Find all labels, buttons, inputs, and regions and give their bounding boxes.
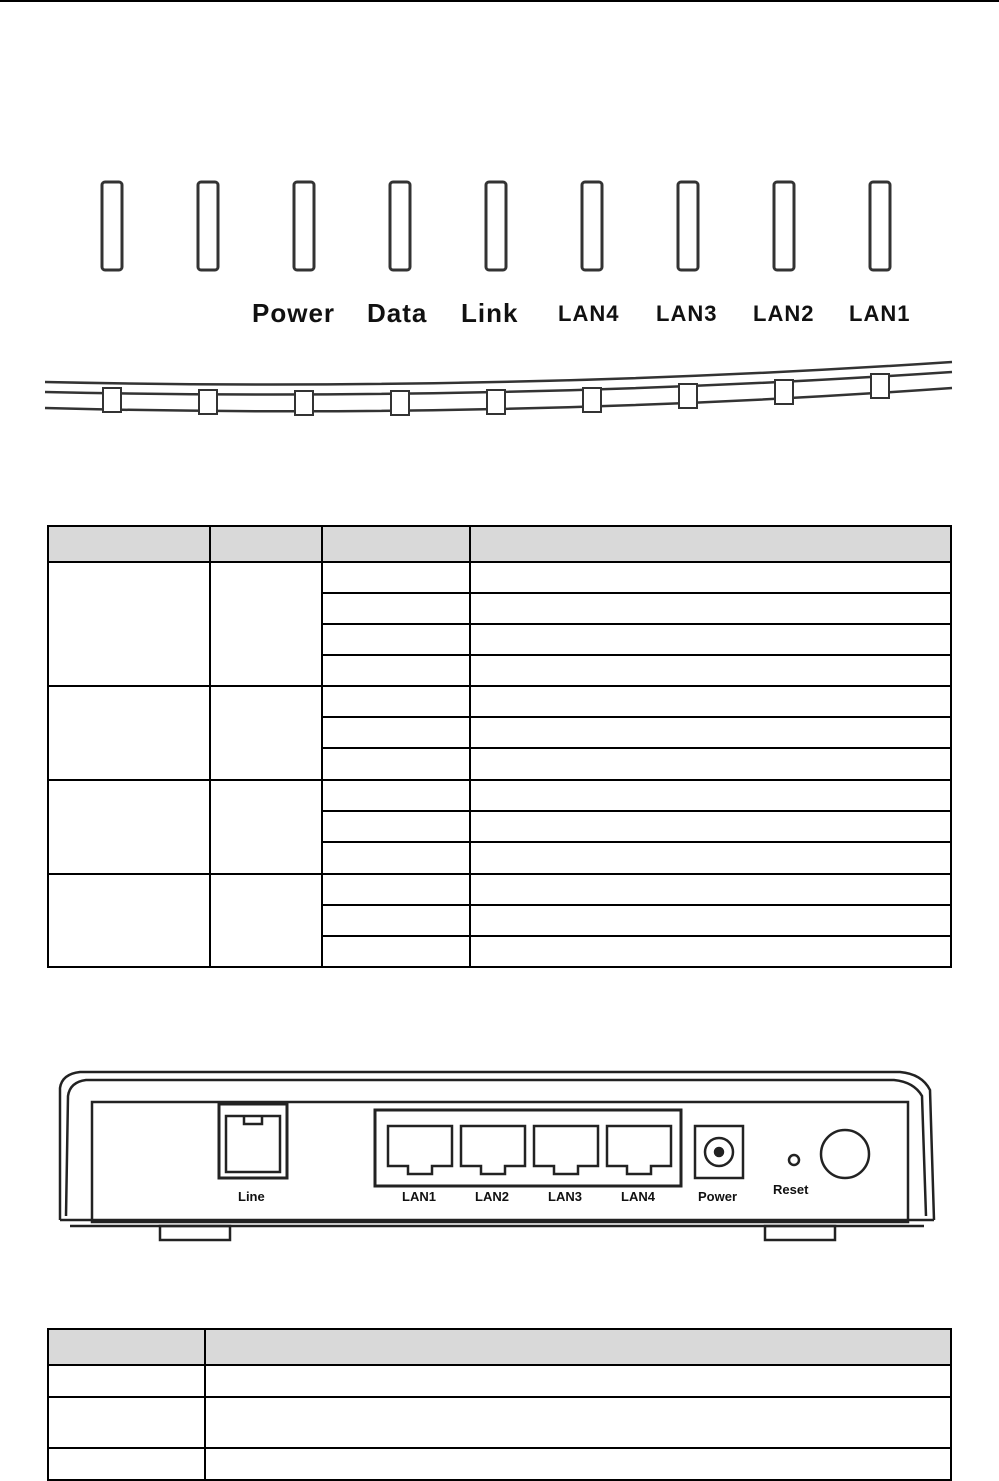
label-lan1: LAN1	[849, 301, 911, 326]
table-row	[48, 874, 951, 905]
rear-label-power: Power	[698, 1189, 738, 1204]
table-cell	[48, 686, 210, 780]
table-cell	[470, 686, 951, 717]
label-lan2: LAN2	[753, 301, 815, 326]
table-cell	[470, 780, 951, 811]
table-cell	[210, 874, 322, 967]
header-cell	[48, 1329, 205, 1365]
led-window	[775, 380, 793, 404]
led-link	[486, 182, 506, 270]
table-cell	[322, 717, 470, 748]
table-cell	[470, 811, 951, 842]
rear-panel-drawing	[0, 1060, 999, 1260]
table-cell	[470, 905, 951, 936]
header-cell	[322, 526, 470, 562]
lan3-port	[534, 1126, 598, 1174]
table-row	[48, 780, 951, 811]
foot	[765, 1226, 835, 1240]
table-header-row	[48, 1329, 951, 1365]
led-status-table	[47, 525, 952, 968]
led-power	[294, 182, 314, 270]
front-panel-illustration	[0, 0, 999, 440]
led-lan3	[678, 182, 698, 270]
rear-panel-illustration	[0, 1060, 999, 1260]
rear-label-reset: Reset	[773, 1182, 809, 1197]
table-cell	[205, 1397, 951, 1448]
table-cell	[322, 811, 470, 842]
foot	[160, 1226, 230, 1240]
table-row	[48, 686, 951, 717]
table-cell	[48, 780, 210, 874]
led-window	[295, 391, 313, 415]
led-data	[390, 182, 410, 270]
label-link: Link	[461, 298, 519, 328]
label-lan4: LAN4	[558, 301, 620, 326]
power-jack-pin	[715, 1148, 723, 1156]
table-cell	[322, 874, 470, 905]
led-lan4	[582, 182, 602, 270]
table-cell	[210, 562, 322, 686]
table-cell	[322, 686, 470, 717]
port-panel-frame	[92, 1102, 908, 1222]
label-data: Data	[367, 298, 428, 328]
table-cell	[470, 562, 951, 593]
table-header-row	[48, 526, 951, 562]
table-cell	[322, 655, 470, 686]
table-cell	[470, 624, 951, 655]
table-row	[48, 1397, 951, 1448]
port-description-table	[47, 1328, 952, 1481]
table-cell	[322, 624, 470, 655]
table-cell	[470, 748, 951, 780]
table-cell	[322, 780, 470, 811]
table-cell	[322, 905, 470, 936]
table-cell	[470, 655, 951, 686]
label-power: Power	[252, 298, 336, 328]
table-cell	[470, 936, 951, 967]
table-cell	[322, 593, 470, 624]
table-cell	[470, 717, 951, 748]
led-window	[871, 374, 889, 398]
table-cell	[322, 936, 470, 967]
table-cell	[322, 748, 470, 780]
lan2-port	[461, 1126, 525, 1174]
table-cell	[48, 1397, 205, 1448]
rear-label-lan1: LAN1	[402, 1189, 436, 1204]
header-cell	[205, 1329, 951, 1365]
header-cell	[210, 526, 322, 562]
table-cell	[322, 562, 470, 593]
table-cell	[48, 874, 210, 967]
led-indicator	[198, 182, 218, 270]
table-row	[48, 562, 951, 593]
table-cell	[205, 1365, 951, 1397]
table-cell	[210, 686, 322, 780]
table-cell	[205, 1448, 951, 1480]
label-lan3: LAN3	[656, 301, 718, 326]
led-window	[487, 390, 505, 414]
table-cell	[470, 874, 951, 905]
rear-label-lan3: LAN3	[548, 1189, 582, 1204]
rear-label-lan2: LAN2	[475, 1189, 509, 1204]
table-cell	[48, 1448, 205, 1480]
table-row	[48, 1365, 951, 1397]
led-indicator	[102, 182, 122, 270]
table-cell	[470, 593, 951, 624]
rear-label-line: Line	[238, 1189, 265, 1204]
table-cell	[322, 842, 470, 874]
table-row	[48, 1448, 951, 1480]
lan1-port	[388, 1126, 452, 1174]
power-switch	[821, 1130, 869, 1178]
front-panel-drawing	[0, 0, 999, 440]
led-window	[199, 390, 217, 414]
led-window	[679, 384, 697, 408]
table-cell	[48, 1365, 205, 1397]
led-lan1	[870, 182, 890, 270]
led-window	[391, 391, 409, 415]
reset-hole	[789, 1155, 799, 1165]
led-window	[103, 388, 121, 412]
rear-label-lan4: LAN4	[621, 1189, 655, 1204]
header-cell	[48, 526, 210, 562]
led-window	[583, 388, 601, 412]
table-cell	[210, 780, 322, 874]
table-cell	[48, 562, 210, 686]
led-lan2	[774, 182, 794, 270]
lan4-port	[607, 1126, 671, 1174]
table-cell	[470, 842, 951, 874]
header-cell	[470, 526, 951, 562]
